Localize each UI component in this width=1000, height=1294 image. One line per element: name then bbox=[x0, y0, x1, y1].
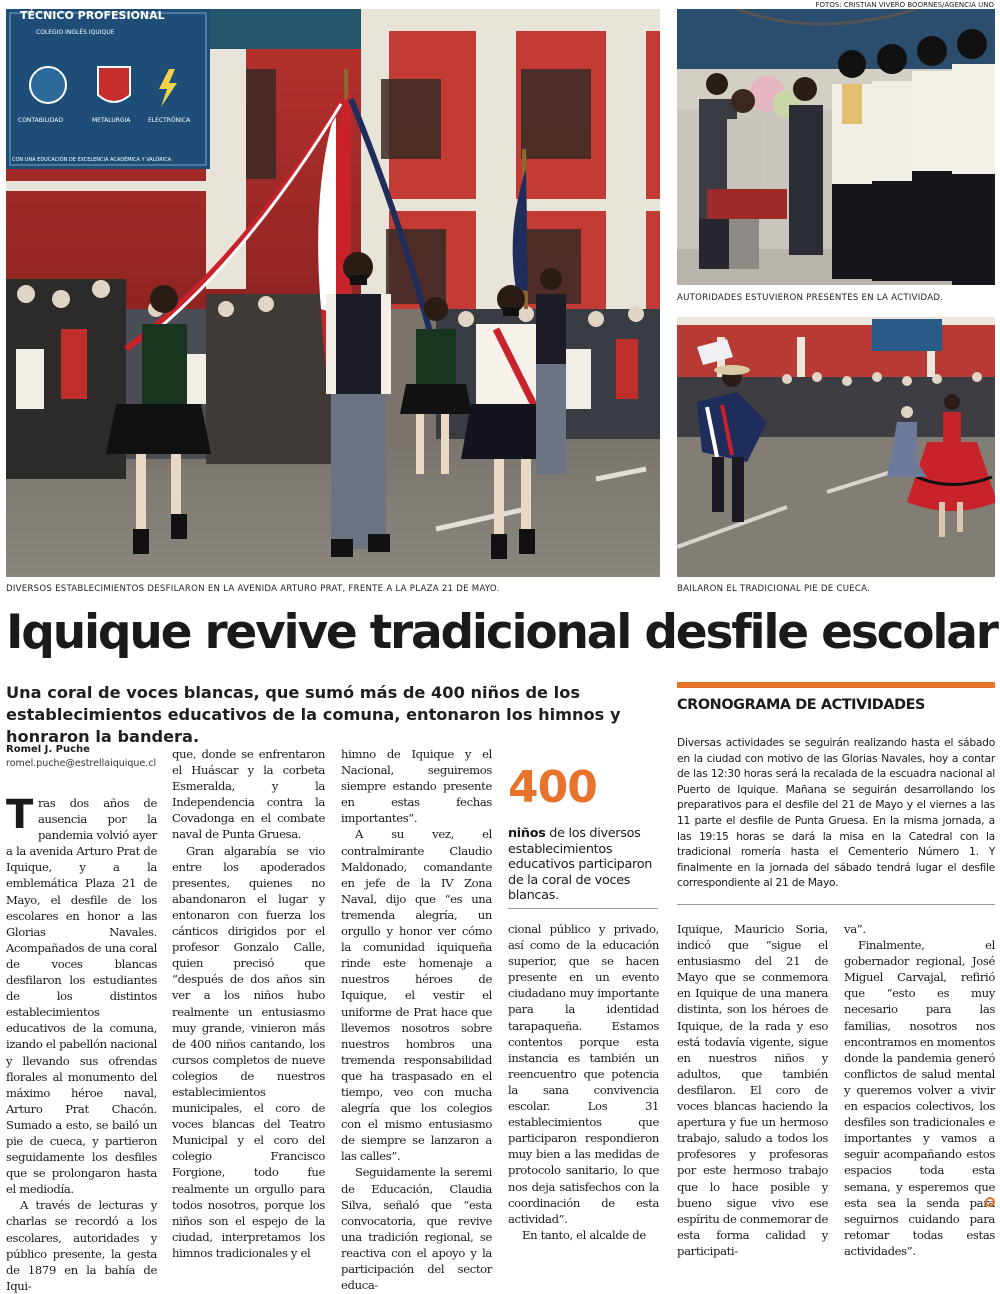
paragraph: Seguidamente la seremi de Educación, Claudia Silva, señaló que “esta convocatoria, que revive una tradición regional, se reactiva con el apoyo y la participación del sector educa- bbox=[341, 1165, 492, 1293]
body-column-1 bbox=[6, 792, 157, 1294]
highlight-text-rest: de los diversos establecimientos educativos participaron de la coral de voces blancas. bbox=[508, 826, 653, 903]
school-sign-subtitle: COLEGIO INGLÉS IQUIQUE bbox=[36, 29, 115, 36]
school-sign-title: TÉCNICO PROFESIONAL bbox=[20, 9, 165, 22]
paragraph: va”. bbox=[844, 922, 866, 936]
main-photo-caption: DIVERSOS ESTABLECIMIENTOS DESFILARON EN LA AVENIDA ARTURO PRAT, FRENTE A LA PLAZA 21 DE MAYO. bbox=[6, 584, 500, 594]
sign-bottom-text: CON UNA EDUCACIÓN DE EXCELENCIA ACADÉMICA Y VALÓRICA bbox=[12, 157, 172, 163]
cueca-caption: BAILARON EL TRADICIONAL PIE DE CUECA. bbox=[677, 584, 871, 594]
author-email: romel.puche@estrellaiquique.cl bbox=[6, 758, 157, 769]
paragraph: A través de lecturas y charlas se recordó a los escolares, autoridades y público presente, la gesta de 1879 en la bahía de Iqui- bbox=[6, 1198, 157, 1293]
paragraph: Iquique, Mauricio Soria, indicó que “sigue el entusiasmo del 21 de Mayo que se conmemora en Iquique de una manera distinta, son los héroes de Iquique, de la rada y eso está todavía vigente, sigue en nuestros niños y adultos, que también desfilaron. El coro de voces blancas haciendo la apertura y fue un hermoso trabajo, saludo a todos los profesores y profesoras por este hermoso trabajo que lo hace posible y bueno sigue vivo ese espíritu de conmemorar de esta forma calidad y participati- bbox=[677, 922, 828, 1258]
sidebar-text: Diversas actividades se seguirán realizando hasta el sábado en la ciudad con motivo de las Glorias Navales, hoy a contar de las 12:30 horas será la recalada de la escuadra nacional al Puerto de Iquique. Mañana se seguirán desarrollando los preparativos para el desfile del 21 de Mayo y el viernes a las 11 parte el desfile de Punta Gruesa. En la misma jornada, a las 19:15 horas se dará la misa en la Catedral con la tradicional romería hasta el Cementerio Número 1. Y finalmente en la jornada del sábado tendrá lugar el desfile correspondiente al 21 de Mayo. bbox=[677, 736, 995, 890]
highlight-divider bbox=[508, 908, 658, 909]
paragraph: himno de Iquique y el Nacional, seguiremos siempre estando presente en estas fechas importantes”. bbox=[341, 747, 492, 826]
authorities-scene-image bbox=[677, 9, 995, 285]
headline: Iquique revive tradicional desfile escolar bbox=[6, 605, 997, 660]
highlight-text bbox=[508, 826, 658, 904]
lead-paragraph-text: ras dos años de ausencia por la pandemia volvió ayer a la avenida Arturo Prat de Iquique, y a la emblemática Plaza 21 de Mayo, el desfile de los escolares en honor a las Glorias Navales. Acompañados de una coral de voces blancas desfilaron los estudiantes de los distintos establecimientos educativos de la comuna, izando el pabellón nacional y llevando sus ofrendas florales al monumento del máximo héroe naval, Arturo Prat Chacón. Sumado a esto, se bailó un pie de cueca, y partieron seguidamente los desfiles que se prolongaron hasta el mediodía. bbox=[6, 796, 157, 1197]
photo-credit: FOTOS: CRISTIAN VIVERO BOORNES/AGENCIA UNO bbox=[815, 1, 994, 9]
body-column-2 bbox=[172, 746, 325, 1261]
body-column-4 bbox=[508, 921, 659, 1243]
sidebar-title: CRONOGRAMA DE ACTIVIDADES bbox=[677, 697, 926, 713]
body-column-6 bbox=[844, 921, 995, 1259]
main-photo-parade bbox=[6, 9, 660, 577]
parade-scene-image bbox=[6, 9, 660, 577]
paragraph: cional público y privado, así como de la educación superior, que se hacen presente en un evento ciudadano muy importante para la identidad tarapaqueña. Estamos contentos porque esta instancia es también un reencuentro que potencia la sana convivencia escolar. Los 31 establecimientos que participaron respondieron muy bien a las medidas de protocolo sanitario, lo que nos deja satisfechos con la coordinación de esta actividad”. bbox=[508, 922, 659, 1226]
sidebar-accent-bar bbox=[677, 682, 995, 688]
cueca-scene-image bbox=[677, 317, 995, 577]
deck-subtitle: Una coral de voces blancas, que sumó más de 400 niños de los establecimientos educativos de la comuna, entonaron los himnos y honraron la bandera. bbox=[6, 683, 621, 746]
highlight-number: 400 bbox=[508, 762, 597, 813]
paragraph: que, donde se enfrentaron el Huáscar y la corbeta Esmeralda, y la Independencia contra la Covadonga en el combate naval de Punta Gruesa. bbox=[172, 747, 325, 842]
sign-label-electronica: ELECTRÓNICA bbox=[148, 117, 191, 124]
authorities-caption: AUTORIDADES ESTUVIERON PRESENTES EN LA ACTIVIDAD. bbox=[677, 293, 944, 303]
sign-label-contabilidad: CONTABILIDAD bbox=[18, 117, 63, 124]
cueca-photo bbox=[677, 317, 995, 577]
paragraph: Gran algarabía se vio entre los apoderados presentes, quienes no abandonaron el lugar y entonaron con fuerza los cánticos dirigidos por el profesor Gonzalo Calle, quien precisó que “después de dos años sin ver a los niños hubo realmente un entusiasmo muy grande, vinieron más de 400 niños cantando, los cursos completos de nueve colegios de nuestros establecimientos municipales, el coro de voces blancas del Teatro Municipal y el coro del colegio Francisco Forgione, todo fue realmente un orgullo para todos nosotros, porque los niños son el espejo de la ciudad, interpretamos los himnos tradicionales y el bbox=[172, 843, 325, 1260]
body-column-5 bbox=[677, 921, 828, 1259]
paragraph: Finalmente, el gobernador regional, José Miguel Carvajal, refirió que “esto es muy necesario para las familias, nosotros nos encontramos en momentos donde la pandemia generó conflictos de salud mental y queremos volver a vivir en espacios colectivos, los desfiles son tradicionales e importantes y vamos a seguir acompañando estos espacios toda esta semana, y esperemos que esta sea la senda para seguirnos cuidando para retomar todas estas actividades”. bbox=[844, 938, 995, 1258]
drop-cap: T bbox=[6, 792, 33, 838]
authorities-photo bbox=[677, 9, 995, 285]
author-name: Romel J. Puche bbox=[6, 744, 90, 755]
lead-paragraph bbox=[6, 792, 157, 1197]
highlight-text-bold: niños bbox=[508, 826, 546, 841]
body-column-3 bbox=[341, 746, 492, 1293]
sidebar-divider bbox=[677, 904, 995, 905]
paragraph: En tanto, el alcalde de bbox=[522, 1227, 646, 1242]
sign-label-metalurgia: METALURGIA bbox=[92, 117, 131, 124]
paragraph: A su vez, el contralmirante Claudio Maldonado, comandante en jefe de la IV Zona Naval, dijo que “es una tremenda alegría, un orgullo y honor ver cómo la comunidad iquiqueña rinde este homenaje a nuestros héroes de Iquique, el vestir el uniforme de Prat hace que llevemos nosotros sobre nuestros hombros una tremenda responsabilidad que ha traspasado en el tiempo, veo con mucha alegría que los colegios con el mismo entusiasmo de siempre se lanzaron a las calles”. bbox=[341, 827, 492, 1164]
byline bbox=[6, 743, 156, 771]
article-end-icon bbox=[985, 1197, 995, 1207]
